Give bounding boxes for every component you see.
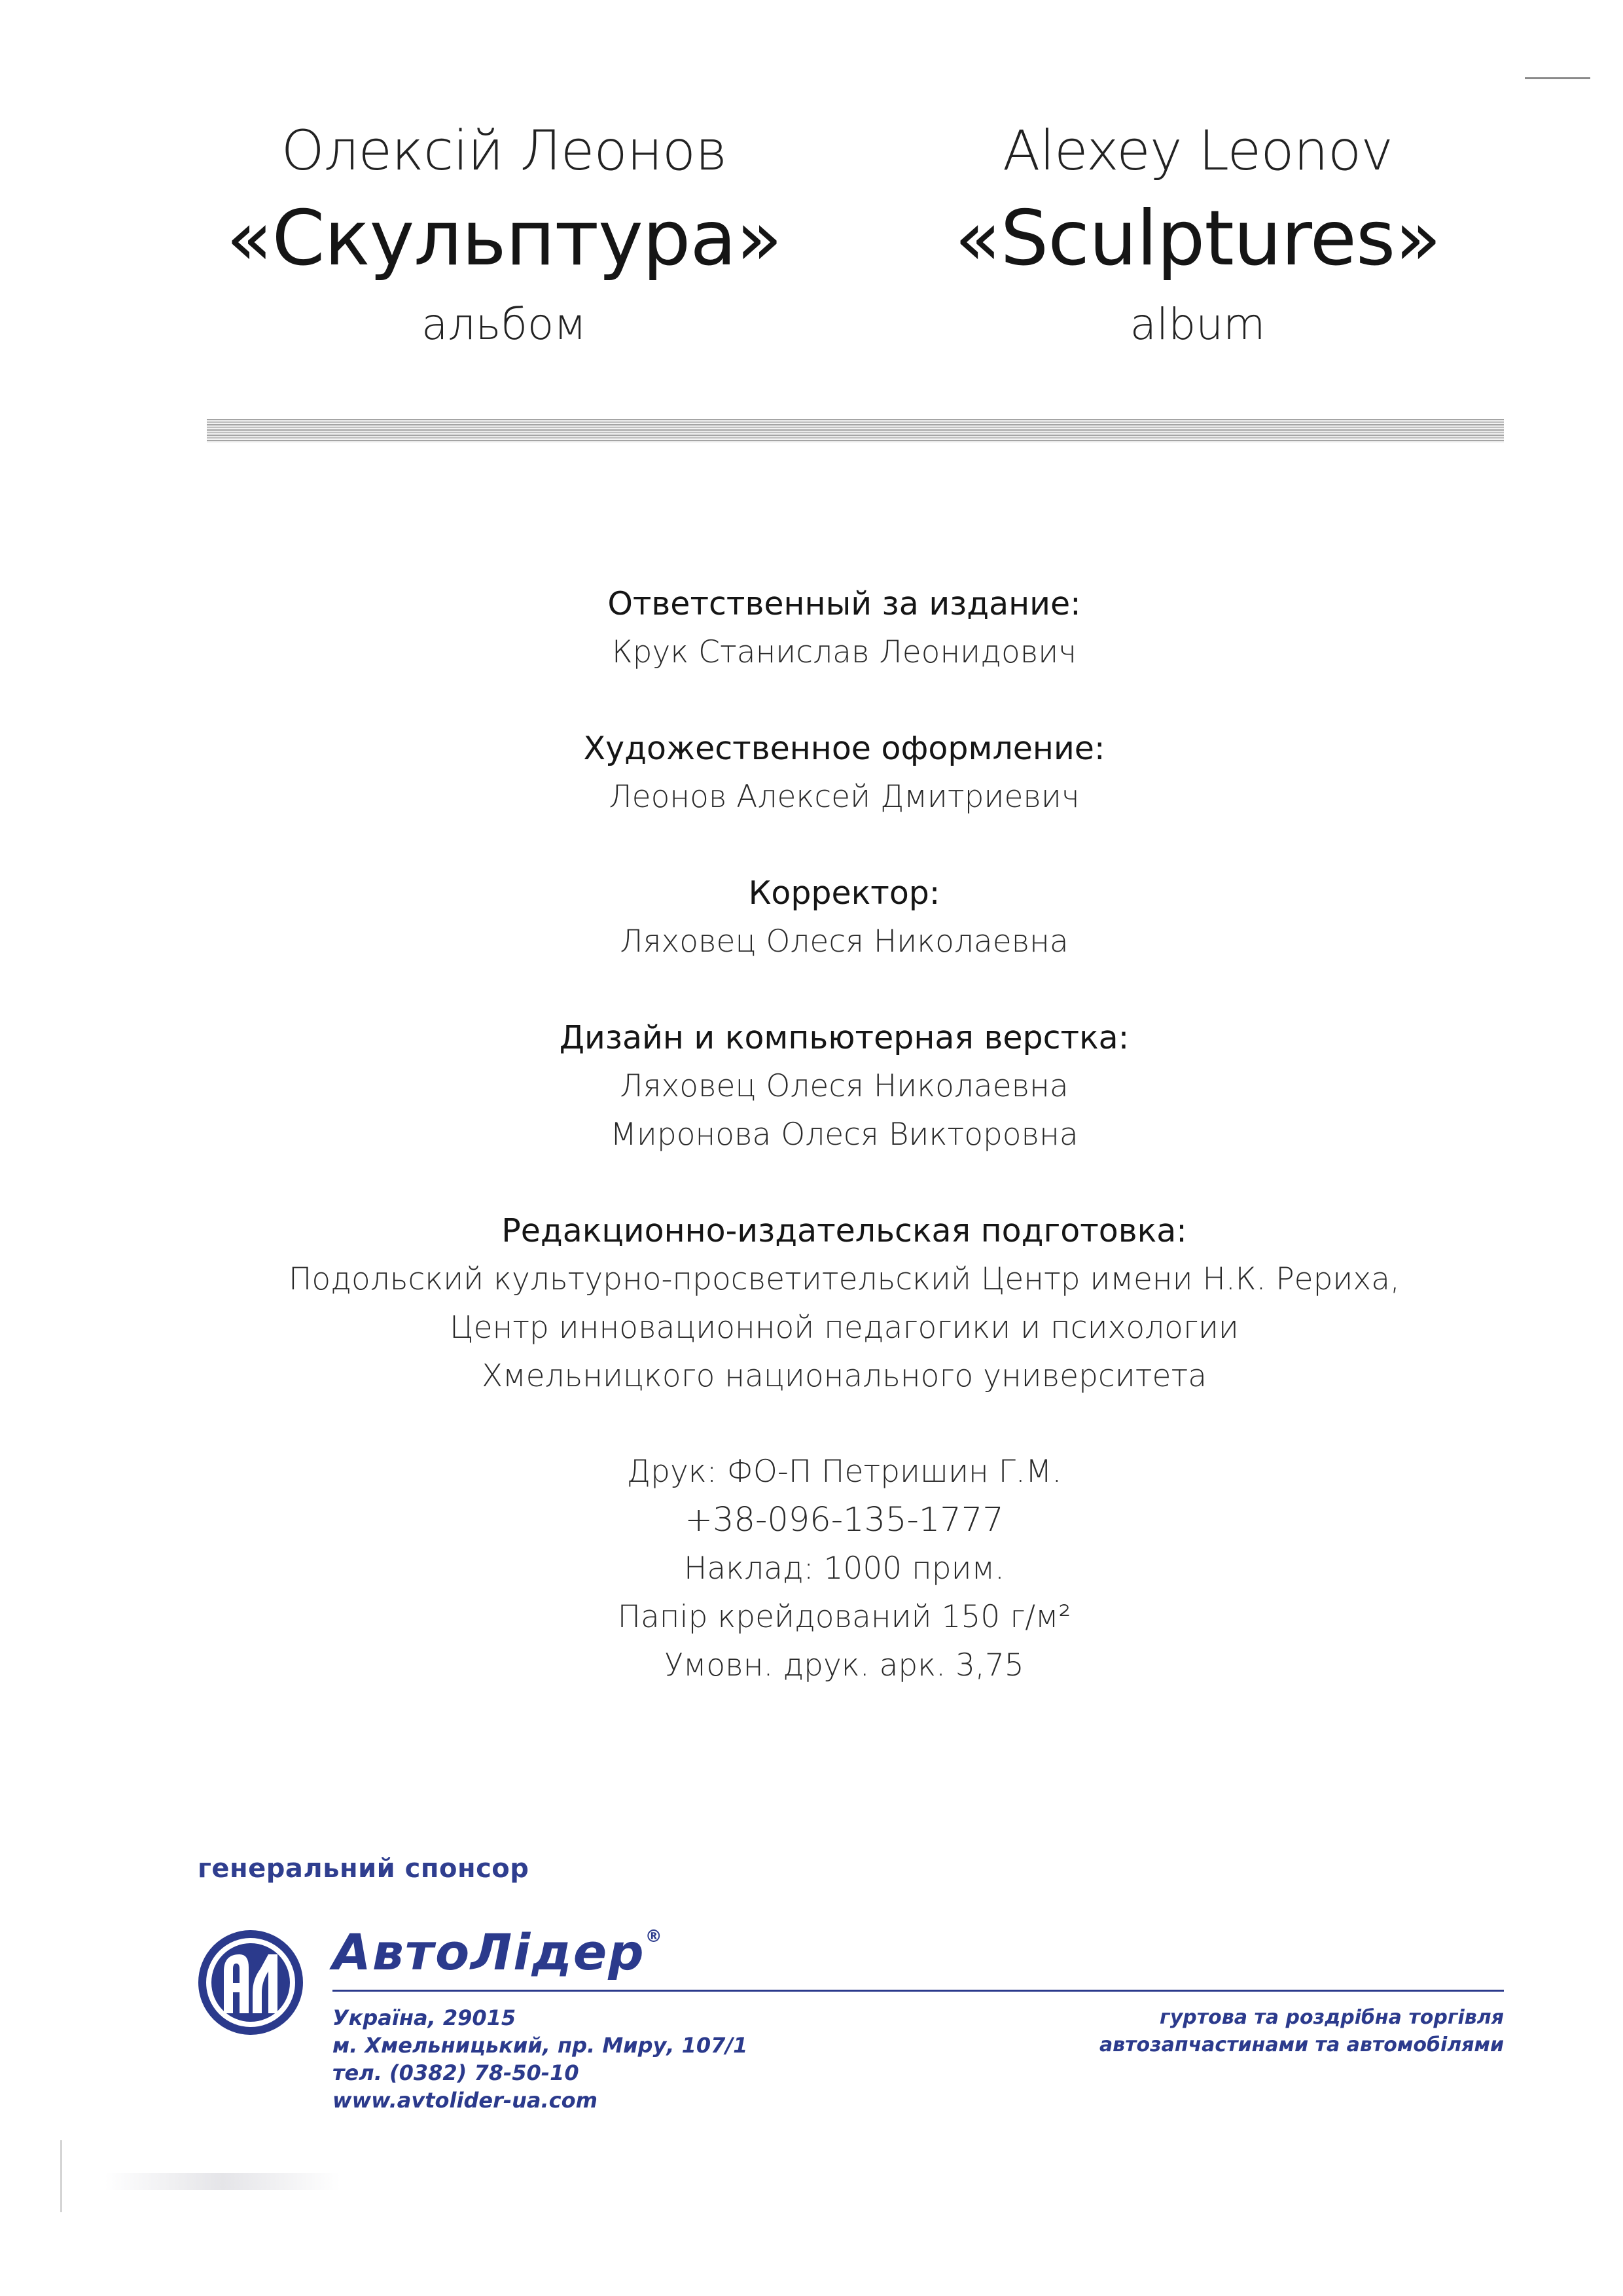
sponsor-website: www.avtolider-ua.com [332, 2088, 597, 2113]
album-subtitle-en: album [1130, 299, 1266, 350]
credit-name: Подольский культурно-просветительский Центр имени Н.К. Рериха, [289, 1261, 1400, 1297]
credit-name: Леонов Алексей Дмитриевич [609, 779, 1080, 815]
credit-art-design [157, 724, 1531, 821]
album-title-en: «Sculptures» [954, 194, 1441, 283]
scan-bleed-mark [105, 2173, 340, 2190]
brand-name-text: АвтоЛідер [332, 1923, 645, 1981]
credit-proofreader [157, 869, 1531, 966]
credit-name: Ляховец Олеся Николаевна [620, 924, 1069, 960]
credit-name: Центр инновационной педагогики и психологии [450, 1310, 1239, 1346]
credit-role: Корректор: [748, 874, 940, 912]
title-block-english [870, 111, 1525, 357]
credits-section [157, 579, 1531, 1690]
trade-line: гуртова та роздрібна торгівля [1160, 2006, 1504, 2029]
printed-sheets: Умовн. друк. арк. 3,75 [664, 1647, 1024, 1683]
header-divider [207, 419, 1504, 442]
credit-name: Миронова Олеся Викторовна [610, 1117, 1079, 1153]
sponsor-divider [332, 1990, 1504, 1992]
credit-layout [157, 1013, 1531, 1159]
sponsor-address-street: м. Хмельницький, пр. Миру, 107/1 [332, 2033, 748, 2058]
printer-line: Друк: ФО-П Петришин Г.М. [626, 1454, 1062, 1490]
credit-name: Ляховец Олеся Николаевна [620, 1068, 1069, 1104]
album-title-ua: «Скульптура» [226, 194, 782, 283]
credit-name: Крук Станислав Леонидович [612, 634, 1077, 670]
author-name-ua: Олексій Леонов [281, 118, 727, 183]
credit-name: Хмельницкого национального университета [481, 1358, 1207, 1394]
scan-corner-mark [1525, 77, 1590, 79]
paper-type: Папір крейдований 150 г/м² [617, 1599, 1071, 1635]
credit-responsible [157, 579, 1531, 677]
avtolider-logo-icon [198, 1929, 304, 2036]
sponsor-address-country: Україна, 29015 [332, 2005, 516, 2030]
credit-editorial [157, 1206, 1531, 1401]
credit-role: Редакционно-издательская подготовка: [501, 1212, 1187, 1249]
trade-line: автозапчастинами та автомобілями [1099, 2034, 1504, 2056]
print-run: Наклад: 1000 прим. [684, 1551, 1005, 1587]
credit-role: Художественное оформление: [583, 730, 1105, 767]
printer-phone: +38-096-135-1777 [685, 1501, 1004, 1539]
sponsor-trade-description [1099, 2004, 1504, 2059]
credit-role: Дизайн и компьютерная верстка: [559, 1019, 1130, 1056]
credit-role: Ответственный за издание: [607, 585, 1081, 622]
sponsor-label: генеральний спонсор [198, 1854, 529, 1884]
sponsor-phone: тел. (0382) 78-50-10 [332, 2060, 579, 2085]
scan-edge-mark [60, 2140, 62, 2212]
sponsor-contacts [332, 2004, 747, 2114]
print-info [157, 1448, 1531, 1690]
registered-mark: ® [645, 1927, 664, 1946]
author-name-en: Alexey Leonov [1003, 118, 1393, 183]
album-subtitle-ua: альбом [421, 299, 587, 350]
sponsor-brand-name [332, 1923, 664, 1981]
title-block-ukrainian [177, 111, 831, 357]
